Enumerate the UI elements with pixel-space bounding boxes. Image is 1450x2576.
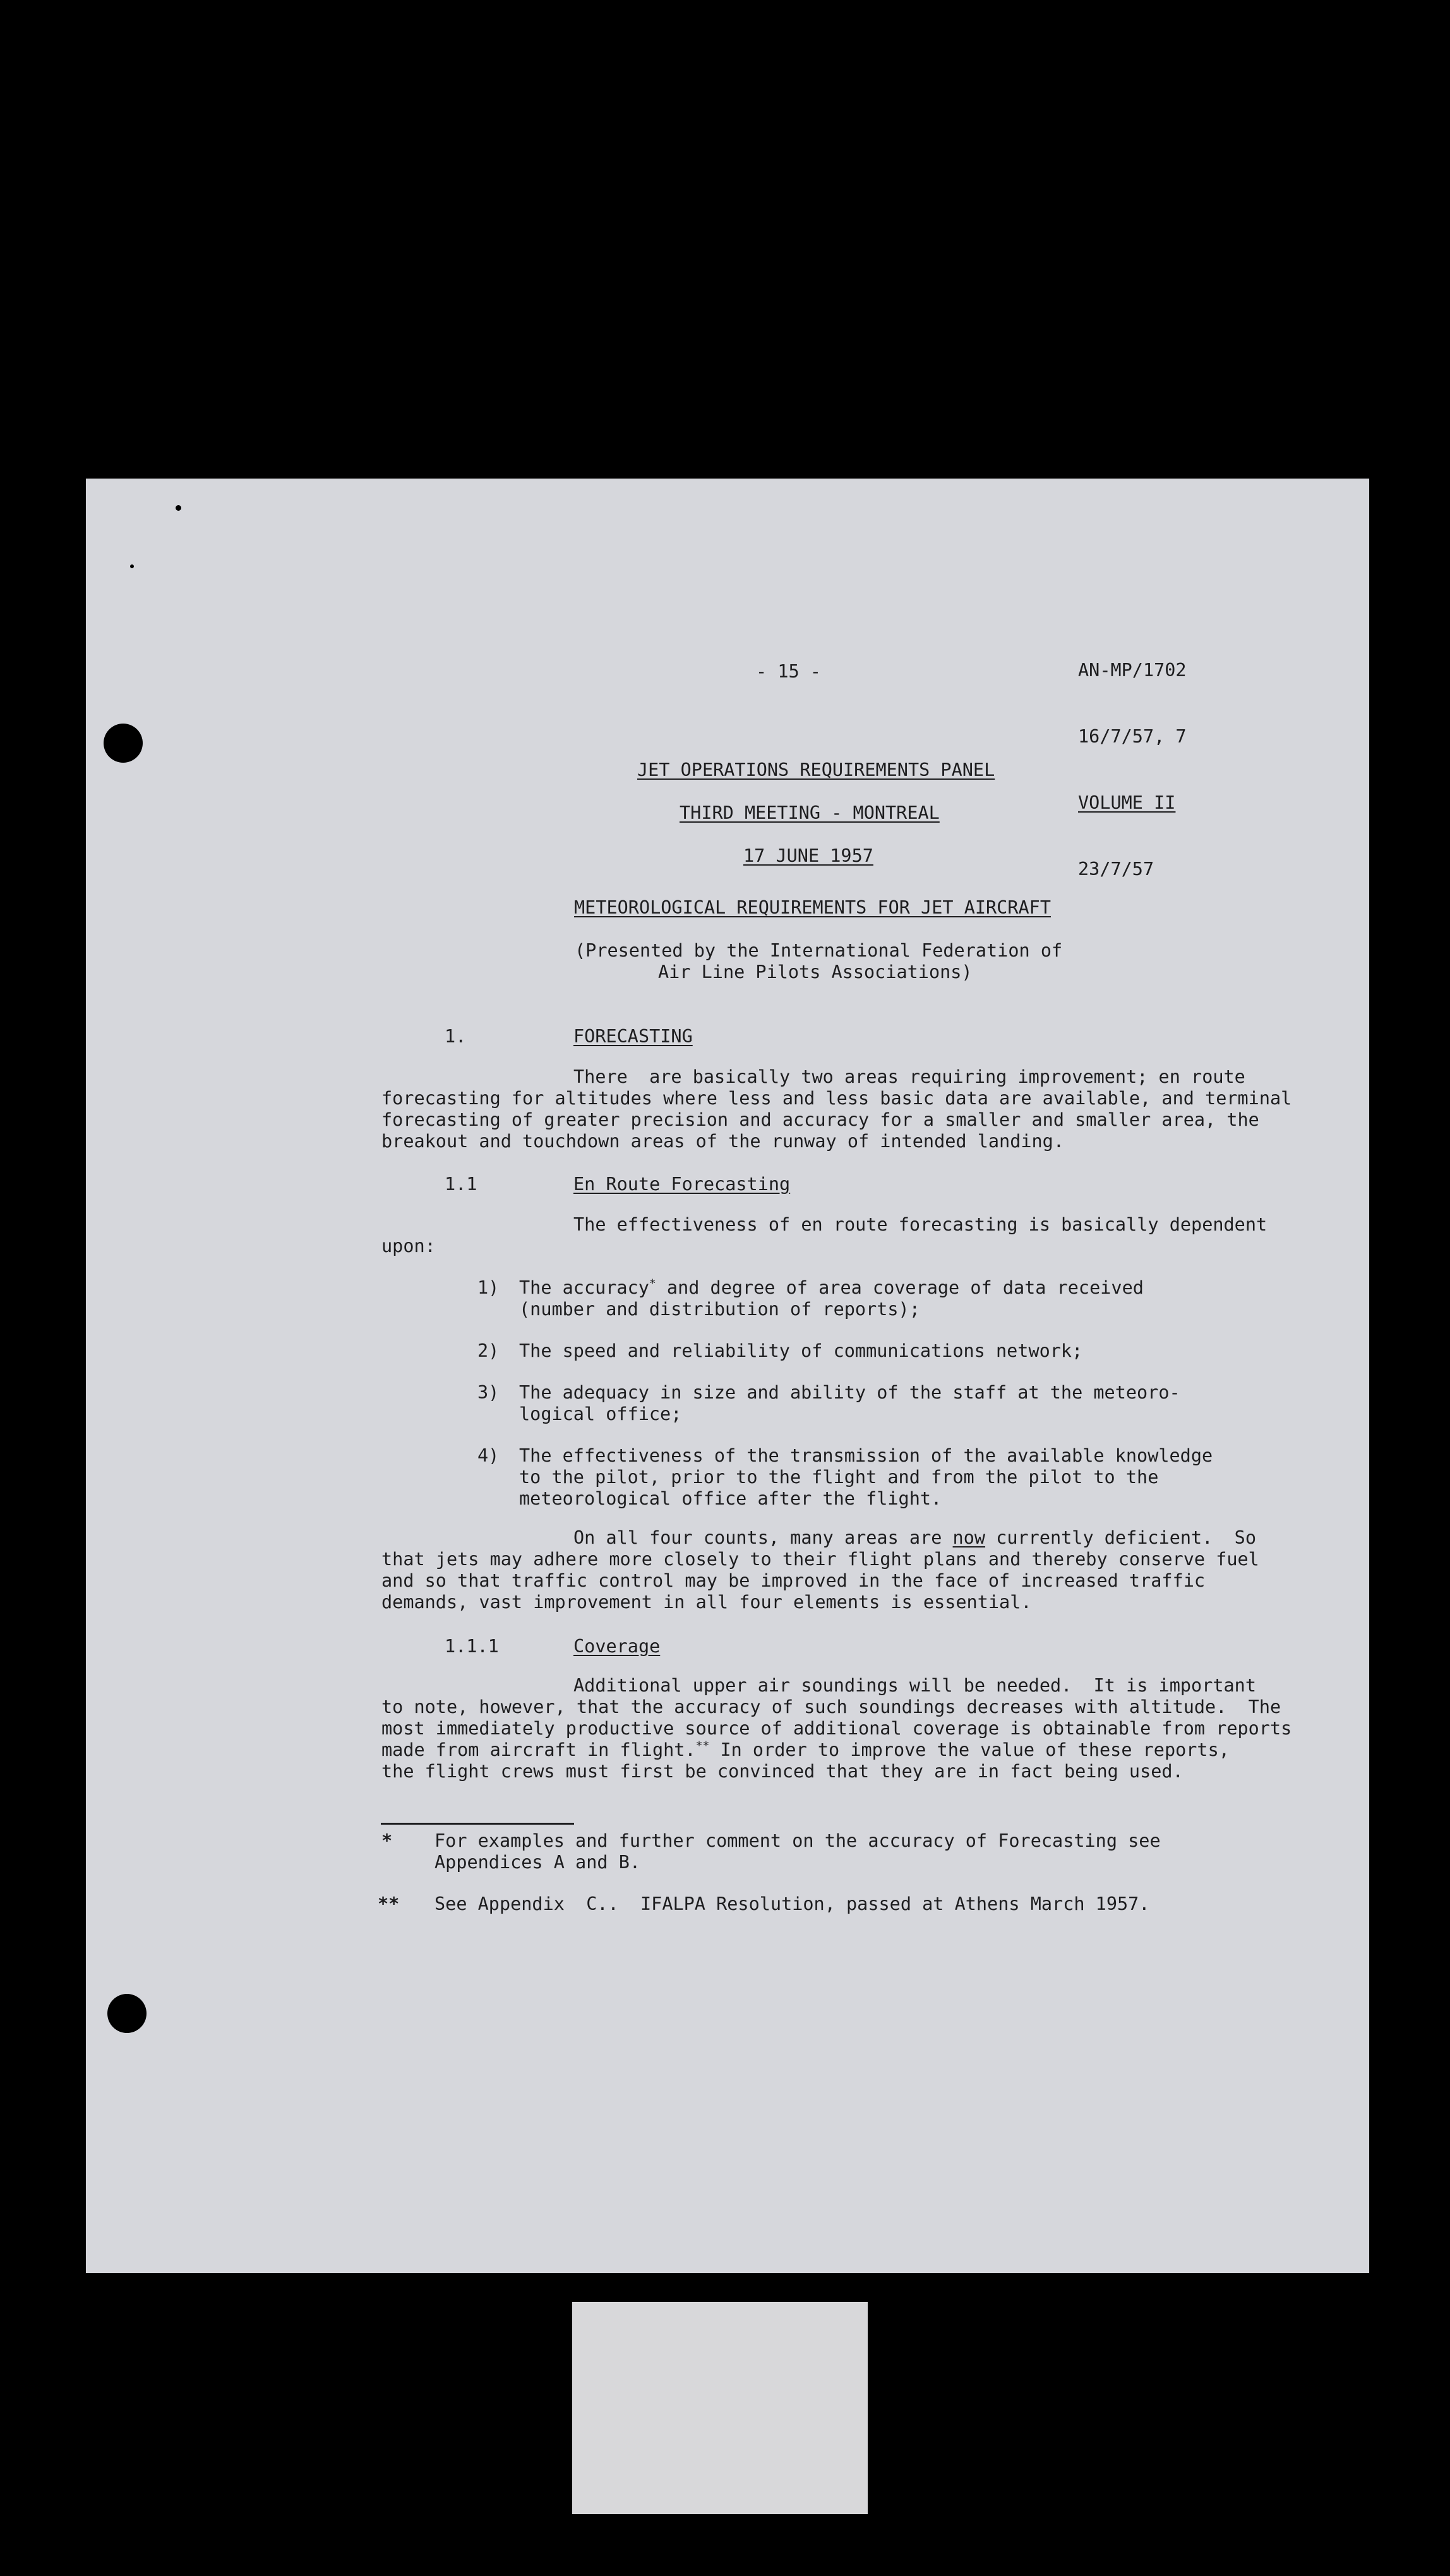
body-text: In order to improve the value of these reports, xyxy=(709,1739,1230,1760)
reference-line: 23/7/57 xyxy=(1078,859,1154,880)
punch-hole-top xyxy=(104,724,143,763)
list-item-number: 2) xyxy=(477,1340,500,1361)
body-line: the flight crews must first be convinced that they are in fact being used. xyxy=(381,1761,1183,1782)
section-number: 1.1.1 xyxy=(445,1636,499,1657)
body-line: demands, vast improvement in all four elements is essential. xyxy=(381,1592,1032,1613)
footnote-text: For examples and further comment on the accuracy of Forecasting see xyxy=(434,1830,1161,1851)
body-line: Additional upper air soundings will be needed. It is important xyxy=(573,1675,1256,1696)
footnote-mark: ** xyxy=(695,1739,710,1753)
list-item-number: 4) xyxy=(477,1445,500,1466)
list-item-text: The effectiveness of the transmission of the available knowledge xyxy=(519,1445,1213,1466)
page-speck xyxy=(176,505,181,511)
footnote-text: Appendices A and B. xyxy=(434,1852,641,1873)
list-item-text: and degree of area coverage of data received xyxy=(656,1277,1144,1298)
document-reference xyxy=(1078,615,1187,902)
body-line: The effectiveness of en route forecasting is basically dependent xyxy=(573,1214,1267,1235)
body-line xyxy=(573,1527,1256,1549)
list-item-text: logical office; xyxy=(519,1404,682,1424)
body-line: forecasting for altitudes where less and less basic data are available, and terminal xyxy=(381,1088,1292,1109)
meeting-date: 17 JUNE 1957 xyxy=(743,845,873,866)
film-target-card xyxy=(572,2302,868,2514)
footnote-mark: * xyxy=(381,1830,393,1851)
section-heading: En Route Forecasting xyxy=(573,1174,791,1195)
section-heading: Coverage xyxy=(573,1636,661,1657)
panel-title: JET OPERATIONS REQUIREMENTS PANEL xyxy=(637,760,995,780)
body-line: There are basically two areas requiring improvement; en route xyxy=(573,1066,1245,1087)
list-item-text: to the pilot, prior to the flight and from the pilot to the xyxy=(519,1467,1159,1488)
body-line: that jets may adhere more closely to their flight plans and thereby conserve fuel xyxy=(381,1549,1259,1570)
body-line: breakout and touchdown areas of the runway of intended landing. xyxy=(381,1131,1064,1152)
list-item-number: 1) xyxy=(477,1277,500,1298)
body-line xyxy=(381,1739,1230,1761)
reference-line: AN-MP/1702 xyxy=(1078,660,1187,681)
list-item-text: The adequacy in size and ability of the staff at the meteoro- xyxy=(519,1382,1180,1403)
reference-line: VOLUME II xyxy=(1078,792,1176,813)
body-line: to note, however, that the accuracy of such soundings decreases with altitude. The xyxy=(381,1696,1281,1717)
body-text: made from aircraft in flight. xyxy=(381,1739,696,1760)
section-number: 1. xyxy=(445,1026,467,1047)
paper-subject: METEOROLOGICAL REQUIREMENTS FOR JET AIRCRAFT xyxy=(574,897,1051,918)
footnote-mark: * xyxy=(649,1277,656,1291)
page-number: - 15 - xyxy=(756,661,821,682)
section-number: 1.1 xyxy=(445,1174,477,1195)
body-line: upon: xyxy=(381,1236,436,1256)
presented-by-line: (Presented by the International Federation of xyxy=(575,940,1063,961)
meeting-title: THIRD MEETING - MONTREAL xyxy=(680,802,940,823)
body-text: On all four counts, many areas are xyxy=(573,1527,953,1548)
reference-line: 16/7/57, 7 xyxy=(1078,726,1187,747)
list-item-text: meteorological office after the flight. xyxy=(519,1488,942,1509)
footnote-separator xyxy=(381,1823,574,1825)
list-item-text: The accuracy xyxy=(519,1277,649,1298)
list-item-text: The speed and reliability of communications network; xyxy=(519,1340,1083,1361)
section-heading: FORECASTING xyxy=(573,1026,693,1047)
body-line: forecasting of greater precision and accuracy for a smaller and smaller area, the xyxy=(381,1109,1259,1130)
list-item-text: (number and distribution of reports); xyxy=(519,1299,920,1320)
presented-by-line: Air Line Pilots Associations) xyxy=(658,962,973,982)
body-line: and so that traffic control may be improved in the face of increased traffic xyxy=(381,1570,1206,1591)
page-speck xyxy=(130,564,134,568)
list-item-number: 3) xyxy=(477,1382,500,1403)
footnote-text: See Appendix C.. IFALPA Resolution, passed at Athens March 1957. xyxy=(434,1893,1150,1914)
body-text: currently deficient. So xyxy=(985,1527,1256,1548)
body-line: most immediately productive source of additional coverage is obtainable from reports xyxy=(381,1718,1292,1739)
footnote-mark: ** xyxy=(378,1893,400,1914)
punch-hole-bottom xyxy=(107,1994,147,2033)
emphasis-text: now xyxy=(952,1527,986,1548)
list-item xyxy=(519,1277,1144,1299)
